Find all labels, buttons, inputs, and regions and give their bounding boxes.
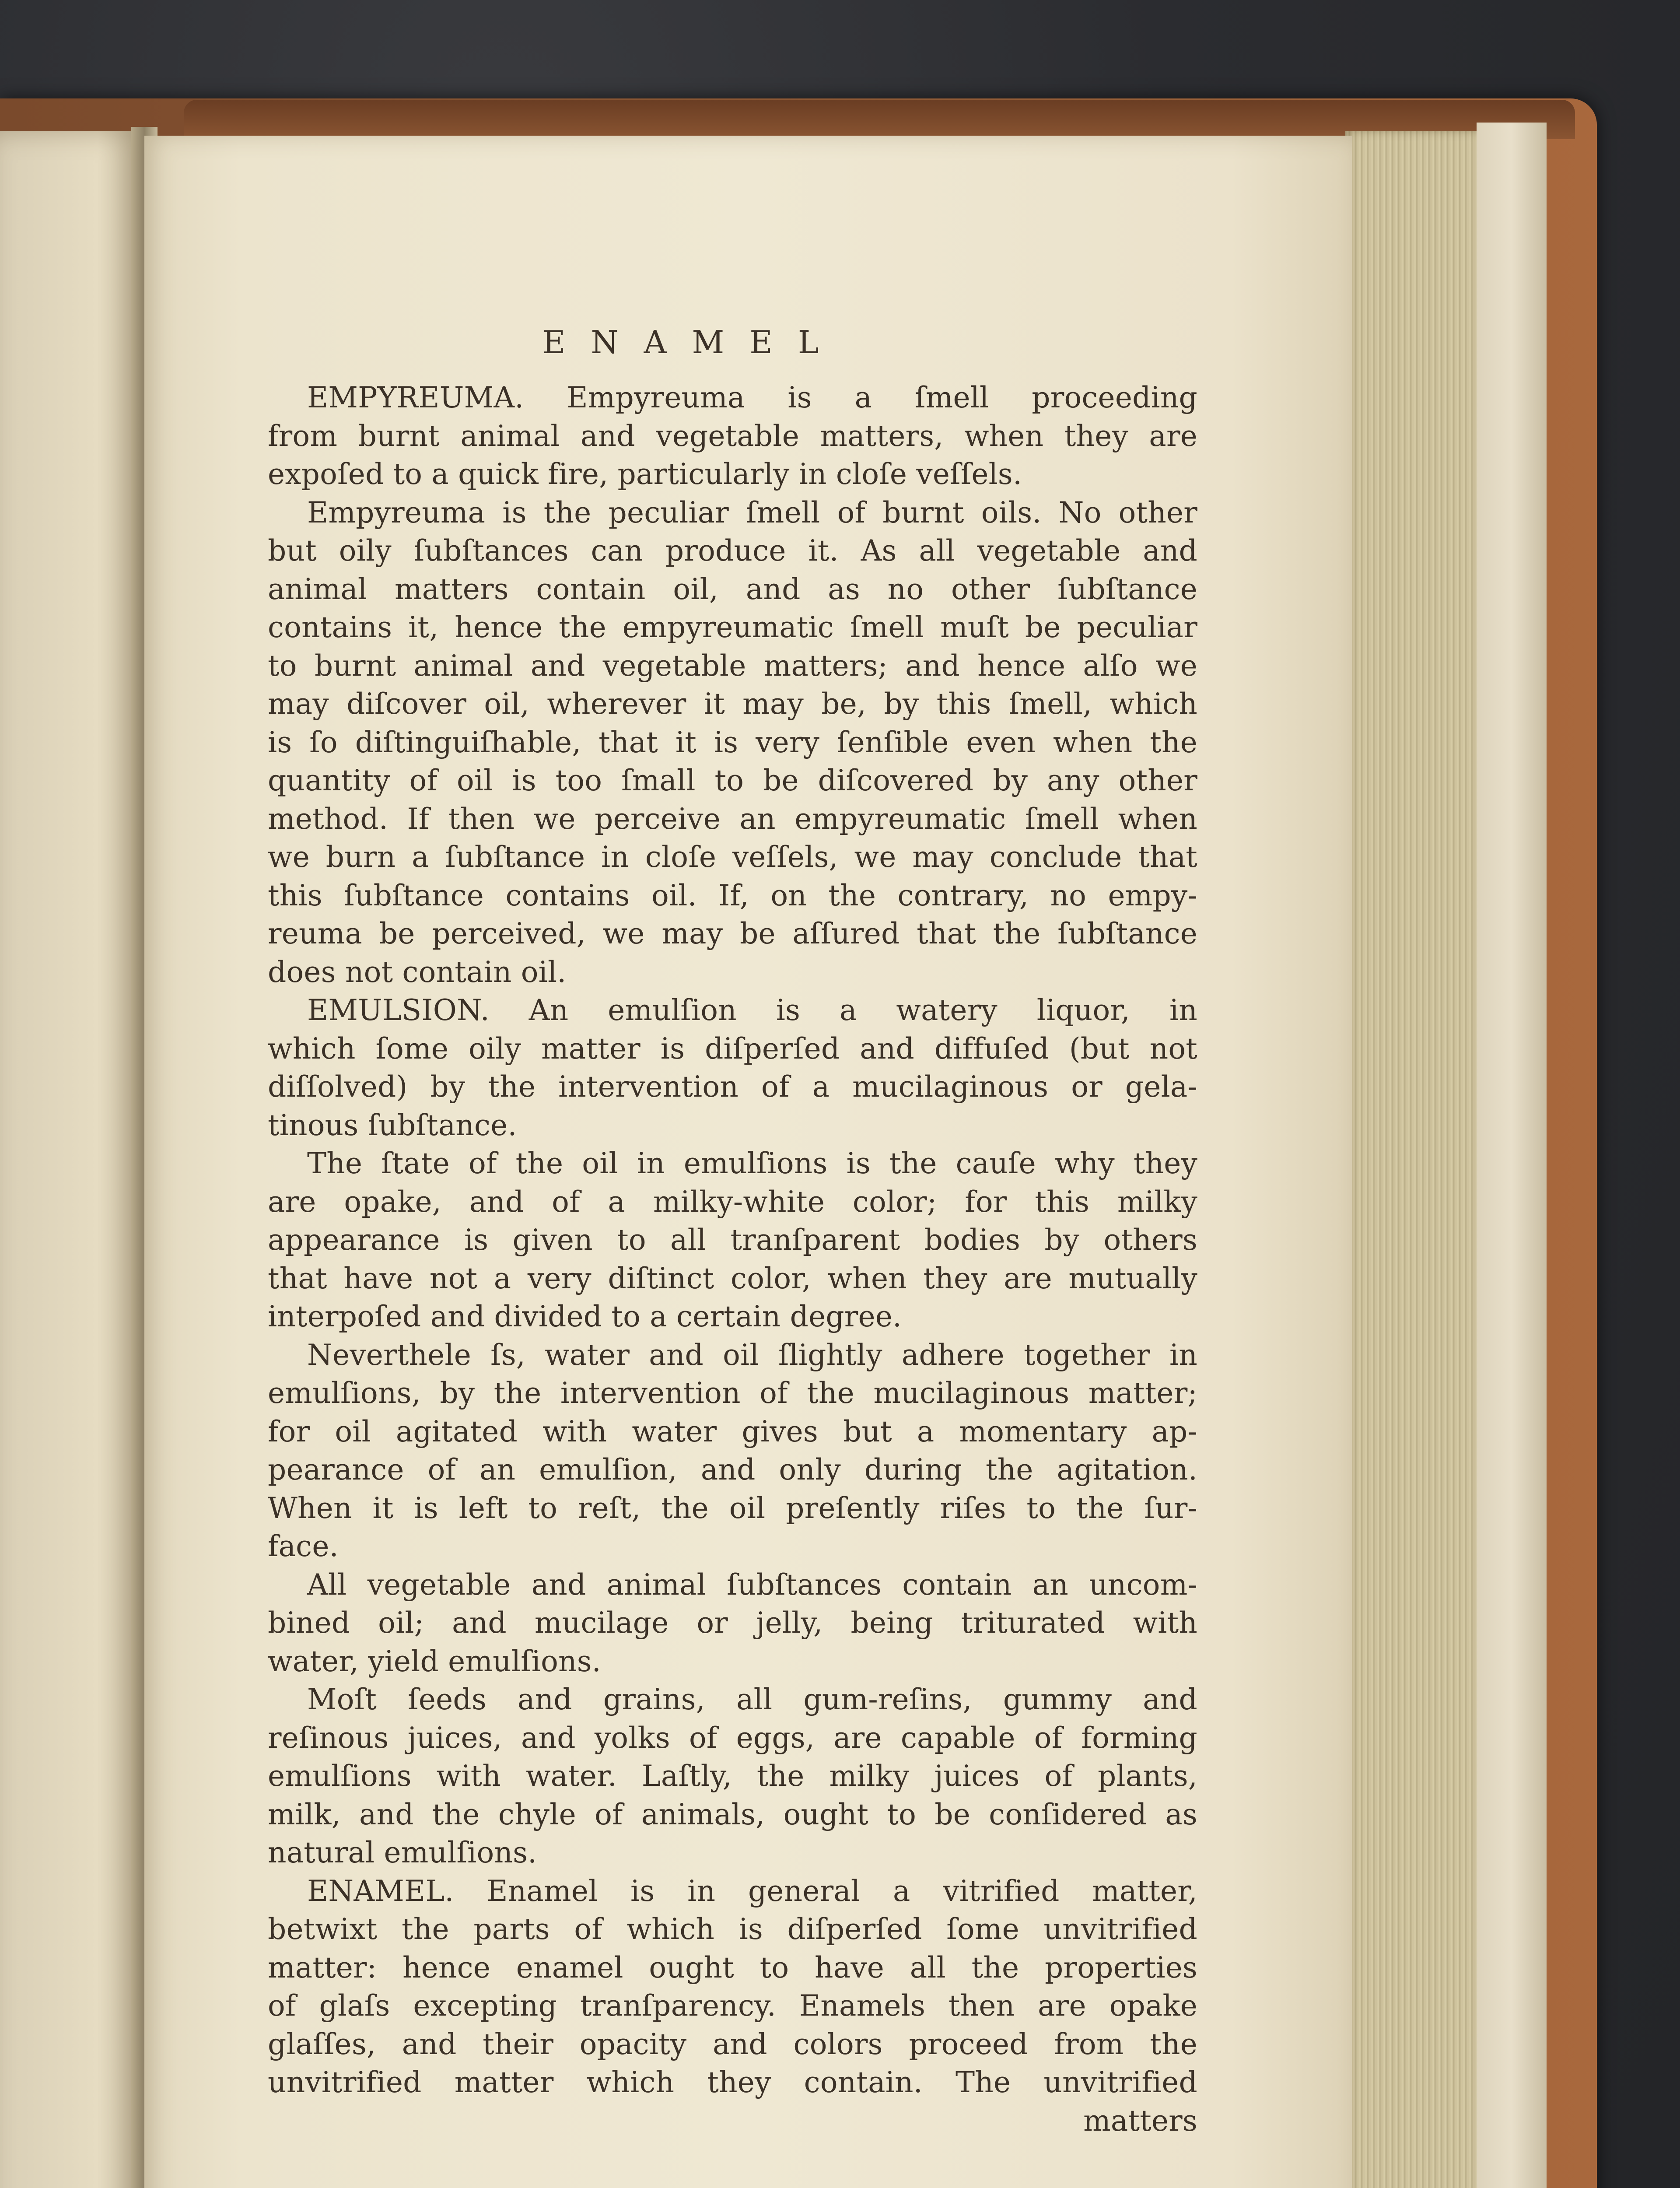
text-line: is ſo diſtinguiſhable, that it is very ſenſible even when the bbox=[268, 725, 1197, 759]
running-head: ENAMEL bbox=[542, 324, 844, 361]
text-line: The ſtate of the oil in emulſions is the cauſe why they bbox=[307, 1147, 1197, 1180]
text-line: diſſolved) by the intervention of a mucilaginous or gela- bbox=[268, 1070, 1197, 1104]
text-line: of glaſs excepting tranſparency. Enamels then are opake bbox=[268, 1989, 1197, 2023]
text-line: When it is left to reſt, the oil preſently riſes to the ſur- bbox=[268, 1491, 1197, 1525]
text-line: water, yield emulſions. bbox=[268, 1644, 601, 1678]
text-line: are opake, and of a milky-white color; for this milky bbox=[268, 1185, 1197, 1219]
text-line: does not contain oil. bbox=[268, 955, 567, 989]
text-line: contains it, hence the empyreumatic ſmell muſt be peculiar bbox=[268, 610, 1197, 644]
text-line: this ſubſtance contains oil. If, on the contrary, no empy- bbox=[268, 878, 1197, 912]
text-line: Moſt ſeeds and grains, all gum-reſins, gummy and bbox=[307, 1683, 1197, 1716]
text-line: All vegetable and animal ſubſtances contain an uncom- bbox=[307, 1567, 1197, 1602]
text-line: EMPYREUMA. Empyreuma is a ſmell proceeding bbox=[307, 381, 1197, 414]
text-line: pearance of an emulſion, and only during the agitation. bbox=[268, 1453, 1197, 1487]
text-line: EMULSION. An emulſion is a watery liquor, in bbox=[307, 993, 1197, 1027]
text-line: that have not a very diſtinct color, when they are mutually bbox=[268, 1261, 1197, 1295]
text-line: quantity of oil is too ſmall to be diſcovered by any other bbox=[268, 764, 1197, 797]
text-line: we burn a ſubſtance in cloſe veſſels, we may conclude that bbox=[268, 840, 1197, 874]
text-line: from burnt animal and vegetable matters, when they are bbox=[268, 419, 1197, 453]
text-line: glaſſes, and their opacity and colors proceed from the bbox=[268, 2027, 1197, 2061]
text-line: Empyreuma is the peculiar ſmell of burnt oils. No other bbox=[307, 495, 1197, 529]
text-line: appearance is given to all tranſparent bodies by others bbox=[268, 1223, 1197, 1257]
text-line: bined oil; and mucilage or jelly, being triturated with bbox=[268, 1606, 1197, 1640]
text-line: interpoſed and divided to a certain degree. bbox=[268, 1300, 902, 1333]
text-line: matter: hence enamel ought to have all the properties bbox=[268, 1950, 1197, 1985]
text-line: emulſions, by the intervention of the mucilaginous matter; bbox=[268, 1376, 1197, 1410]
text-line: animal matters contain oil, and as no other ſubſtance bbox=[268, 572, 1197, 606]
page-edges bbox=[1345, 131, 1477, 2188]
text-line: method. If then we perceive an empyreumatic ſmell when bbox=[268, 802, 1197, 836]
text-line: emulſions with water. Laſtly, the milky juices of plants, bbox=[268, 1759, 1197, 1793]
text-line: tinous ſubſtance. bbox=[268, 1108, 517, 1142]
text-line: to burnt animal and vegetable matters; and hence alſo we bbox=[268, 649, 1197, 683]
text-block bbox=[268, 379, 1197, 2140]
text-line: betwixt the parts of which is diſperſed ſome unvitrified bbox=[268, 1912, 1197, 1946]
text-line: reſinous juices, and yolks of eggs, are capable of forming bbox=[268, 1721, 1197, 1755]
text-line: ENAMEL. Enamel is in general a vitrified matter, bbox=[307, 1874, 1197, 1908]
left-page bbox=[0, 131, 140, 2188]
text-line: but oily ſubſtances can produce it. As all vegetable and bbox=[268, 534, 1197, 568]
text-line: expoſed to a quick fire, particularly in cloſe veſſels. bbox=[268, 457, 1022, 491]
catchword: matters bbox=[1083, 2104, 1197, 2138]
text-line: milk, and the chyle of animals, ought to be conſidered as bbox=[268, 1797, 1197, 1831]
endpaper bbox=[1477, 123, 1547, 2188]
text-line: may diſcover oil, wherever it may be, by this ſmell, which bbox=[268, 687, 1197, 721]
text-line: which ſome oily matter is diſperſed and diffuſed (but not bbox=[268, 1031, 1197, 1066]
text-line: face. bbox=[268, 1529, 339, 1563]
text-line: unvitrified matter which they contain. The unvitrified bbox=[268, 2065, 1197, 2099]
text-line: for oil agitated with water gives but a momentary ap- bbox=[268, 1414, 1197, 1448]
text-line: Neverthele ſs, water and oil ſlightly adhere together in bbox=[307, 1338, 1197, 1372]
text-line: natural emulſions. bbox=[268, 1836, 537, 1869]
text-line: reuma be perceived, we may be aſſured that the ſubſtance bbox=[268, 917, 1197, 950]
